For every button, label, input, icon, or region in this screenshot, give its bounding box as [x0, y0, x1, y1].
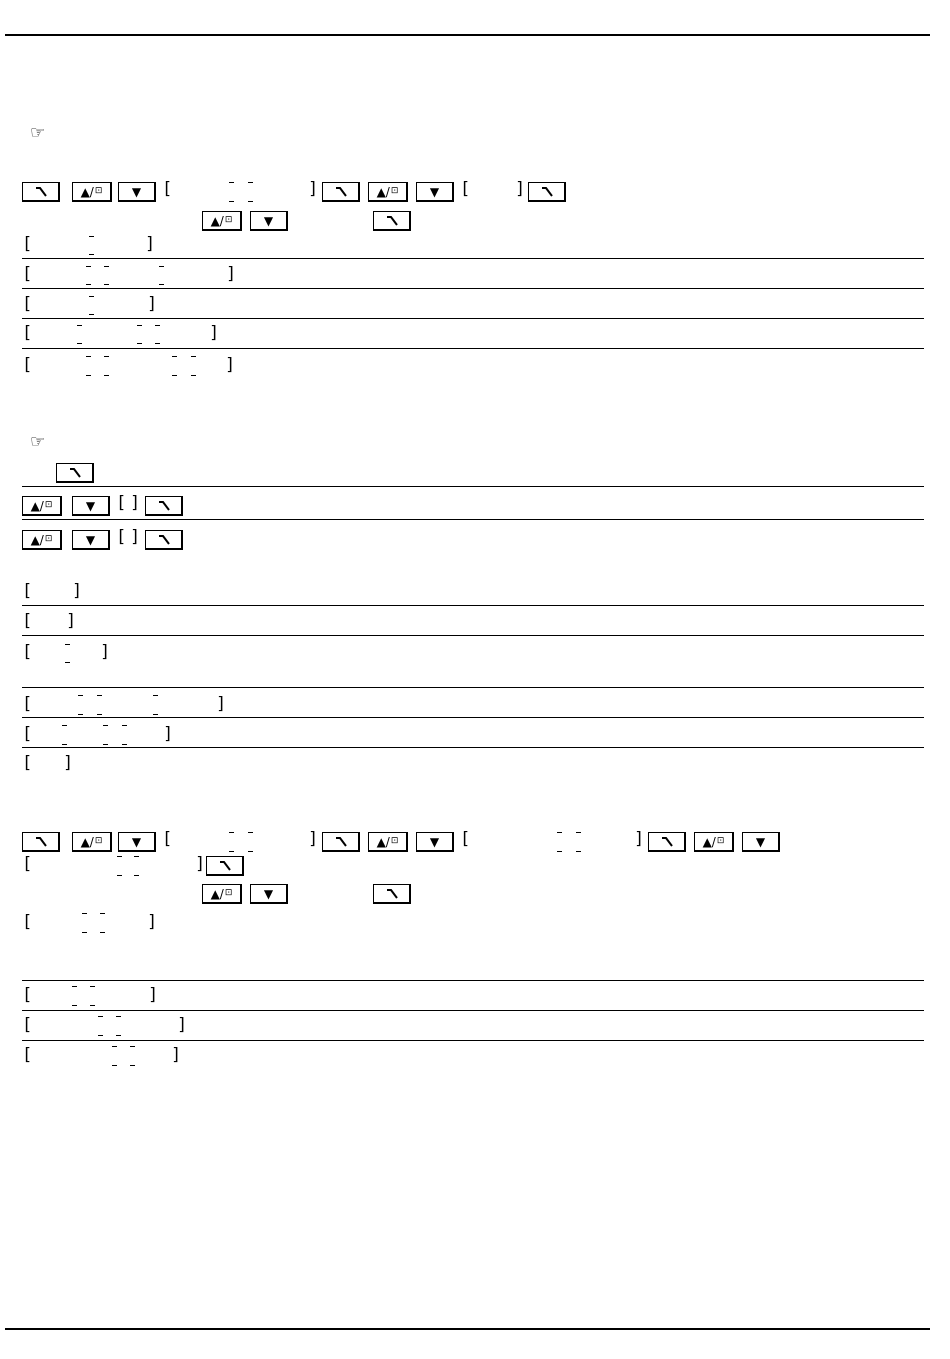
bracket-open: [	[460, 179, 471, 199]
down-key[interactable]	[72, 530, 110, 550]
lock-icon: ⊡	[44, 534, 53, 544]
mark	[89, 236, 94, 237]
bracket-close: ]	[130, 527, 141, 547]
up-key[interactable]	[368, 182, 408, 202]
mark	[72, 986, 77, 987]
bracket-close: ]	[171, 1045, 182, 1065]
mark	[248, 182, 253, 183]
bracket-open: [	[22, 985, 33, 1005]
up-key-label: ▲/	[30, 498, 44, 513]
mark	[86, 266, 91, 267]
down-key[interactable]	[118, 182, 156, 202]
mark	[191, 356, 196, 357]
bracket-open: [	[162, 179, 173, 199]
up-key-label: ▲/	[80, 834, 94, 849]
ok-key-icon[interactable]	[22, 832, 60, 852]
mark	[116, 1035, 121, 1036]
mark	[116, 1016, 121, 1017]
mark	[576, 832, 581, 833]
down-key-label: ▼	[429, 184, 440, 199]
lock-icon: ⊡	[44, 500, 53, 510]
up-key[interactable]	[22, 496, 62, 516]
bracket-close: ]	[66, 611, 77, 631]
mark	[89, 254, 94, 255]
bracket-close: ]	[209, 323, 220, 343]
bracket-close: ]	[226, 264, 237, 284]
row-divider	[22, 747, 924, 748]
pointing-hand-icon: ☞	[30, 123, 46, 143]
ok-key-icon[interactable]	[648, 832, 686, 852]
up-key[interactable]	[202, 884, 242, 904]
bracket-open: [	[116, 493, 127, 513]
row-divider	[22, 717, 924, 718]
bracket-open: [	[162, 829, 173, 849]
ok-key-icon[interactable]	[56, 463, 94, 483]
mark	[172, 375, 177, 376]
mark	[117, 856, 122, 857]
bracket-close: ]	[308, 179, 319, 199]
bracket-close: ]	[147, 912, 158, 932]
mark	[62, 725, 67, 726]
bracket-open: [	[22, 1045, 33, 1065]
bracket-close: ]	[72, 581, 83, 601]
mark	[78, 695, 83, 696]
mark	[82, 913, 87, 914]
mark	[155, 325, 160, 326]
mark	[248, 851, 253, 852]
row-divider	[22, 605, 924, 606]
mark	[104, 284, 109, 285]
lock-icon: ⊡	[390, 186, 399, 196]
bracket-close: ]	[148, 985, 159, 1005]
bracket-open: [	[460, 829, 471, 849]
bracket-open: [	[22, 611, 33, 631]
lock-icon: ⊡	[224, 888, 233, 898]
up-key-label: ▲/	[30, 532, 44, 547]
mark	[122, 725, 127, 726]
ok-key-icon[interactable]	[145, 496, 183, 516]
down-key[interactable]	[416, 182, 454, 202]
mark	[86, 375, 91, 376]
down-key[interactable]	[742, 832, 780, 852]
ok-key-icon[interactable]	[322, 182, 360, 202]
bracket-open: [	[22, 642, 33, 662]
row-divider	[22, 318, 924, 319]
down-key-label: ▼	[755, 834, 766, 849]
down-key-label: ▼	[131, 184, 142, 199]
down-key[interactable]	[250, 884, 288, 904]
row-divider	[22, 519, 924, 520]
bracket-close: ]	[308, 829, 319, 849]
row-divider	[22, 635, 924, 636]
ok-key-icon[interactable]	[373, 211, 411, 231]
ok-key-icon[interactable]	[322, 832, 360, 852]
mark	[155, 343, 160, 344]
lock-icon: ⊡	[94, 836, 103, 846]
mark	[112, 1046, 117, 1047]
lock-icon: ⊡	[390, 836, 399, 846]
down-key-label: ▼	[263, 886, 274, 901]
up-key-label: ▲/	[702, 834, 716, 849]
mark	[229, 851, 234, 852]
header-rule	[5, 34, 930, 36]
mark	[65, 662, 70, 663]
mark	[77, 325, 82, 326]
down-key[interactable]	[72, 496, 110, 516]
mark	[62, 744, 67, 745]
bracket-close: ]	[195, 854, 206, 874]
mark	[98, 1016, 103, 1017]
mark	[159, 284, 164, 285]
bracket-open: [	[22, 581, 33, 601]
down-key-label: ▼	[429, 834, 440, 849]
mark	[557, 832, 562, 833]
mark	[576, 851, 581, 852]
bracket-close: ]	[177, 1015, 188, 1035]
mark	[229, 832, 234, 833]
row-divider	[22, 1010, 924, 1011]
down-key-label: ▼	[263, 213, 274, 228]
row-divider	[22, 288, 924, 289]
mark	[134, 856, 139, 857]
mark	[248, 201, 253, 202]
bracket-open: [	[22, 1015, 33, 1035]
mark	[77, 343, 82, 344]
mark	[117, 875, 122, 876]
mark	[89, 296, 94, 297]
bracket-open: [	[22, 355, 33, 375]
up-key-label: ▲/	[376, 184, 390, 199]
mark	[97, 695, 102, 696]
ok-key-icon[interactable]	[206, 856, 244, 876]
mark	[104, 356, 109, 357]
footer-rule	[5, 1328, 930, 1330]
ok-key-icon[interactable]	[22, 182, 60, 202]
row-divider	[22, 348, 924, 349]
bracket-close: ]	[147, 294, 158, 314]
bracket-open: [	[22, 294, 33, 314]
mark	[229, 182, 234, 183]
down-key[interactable]	[250, 211, 288, 231]
mark	[248, 832, 253, 833]
mark	[90, 1005, 95, 1006]
ok-key-icon[interactable]	[373, 884, 411, 904]
bracket-close: ]	[63, 753, 74, 773]
up-key-label: ▲/	[80, 184, 94, 199]
bracket-close: ]	[225, 355, 236, 375]
bracket-close: ]	[145, 234, 156, 254]
mark	[103, 744, 108, 745]
mark	[137, 343, 142, 344]
pointing-hand-icon: ☞	[30, 432, 46, 452]
bracket-close: ]	[515, 179, 526, 199]
mark	[153, 695, 158, 696]
bracket-open: [	[22, 912, 33, 932]
lock-icon: ⊡	[224, 215, 233, 225]
mark	[78, 714, 83, 715]
mark	[104, 375, 109, 376]
up-key[interactable]	[72, 832, 112, 852]
mark	[122, 744, 127, 745]
row-divider	[22, 258, 924, 259]
bracket-open: [	[22, 724, 33, 744]
bracket-open: [	[22, 753, 33, 773]
down-key[interactable]	[416, 832, 454, 852]
up-key[interactable]	[72, 182, 112, 202]
bracket-close: ]	[130, 493, 141, 513]
mark	[112, 1065, 117, 1066]
mark	[134, 875, 139, 876]
bracket-open: [	[22, 234, 33, 254]
bracket-open: [	[116, 527, 127, 547]
mark	[100, 913, 105, 914]
mark	[86, 284, 91, 285]
mark	[86, 356, 91, 357]
down-key[interactable]	[118, 832, 156, 852]
lock-icon: ⊡	[716, 836, 725, 846]
bracket-close: ]	[163, 724, 174, 744]
mark	[100, 932, 105, 933]
mark	[104, 266, 109, 267]
mark	[89, 314, 94, 315]
up-key[interactable]	[368, 832, 408, 852]
bracket-open: [	[22, 264, 33, 284]
bracket-close: ]	[100, 642, 111, 662]
down-key-label: ▼	[85, 532, 96, 547]
mark	[229, 201, 234, 202]
mark	[130, 1046, 135, 1047]
mark	[65, 644, 70, 645]
mark	[153, 714, 158, 715]
down-key-label: ▼	[85, 498, 96, 513]
up-key-label: ▲/	[376, 834, 390, 849]
mark	[98, 1035, 103, 1036]
bracket-close: ]	[216, 694, 227, 714]
row-divider	[22, 486, 924, 487]
up-key-label: ▲/	[210, 886, 224, 901]
mark	[103, 725, 108, 726]
mark	[130, 1065, 135, 1066]
mark	[557, 851, 562, 852]
up-key[interactable]	[22, 530, 62, 550]
bracket-open: [	[22, 323, 33, 343]
row-divider	[22, 980, 924, 981]
bracket-open: [	[22, 694, 33, 714]
ok-key-icon[interactable]	[145, 530, 183, 550]
mark	[137, 325, 142, 326]
lock-icon: ⊡	[94, 186, 103, 196]
ok-key-icon[interactable]	[528, 182, 566, 202]
mark	[90, 986, 95, 987]
mark	[172, 356, 177, 357]
row-divider	[22, 1040, 924, 1041]
bracket-close: ]	[634, 829, 645, 849]
mark	[97, 714, 102, 715]
mark	[82, 932, 87, 933]
mark	[159, 266, 164, 267]
row-divider	[22, 687, 924, 688]
bracket-open: [	[22, 854, 33, 874]
mark	[191, 375, 196, 376]
up-key[interactable]	[202, 211, 242, 231]
up-key-label: ▲/	[210, 213, 224, 228]
up-key[interactable]	[694, 832, 734, 852]
mark	[72, 1005, 77, 1006]
down-key-label: ▼	[131, 834, 142, 849]
